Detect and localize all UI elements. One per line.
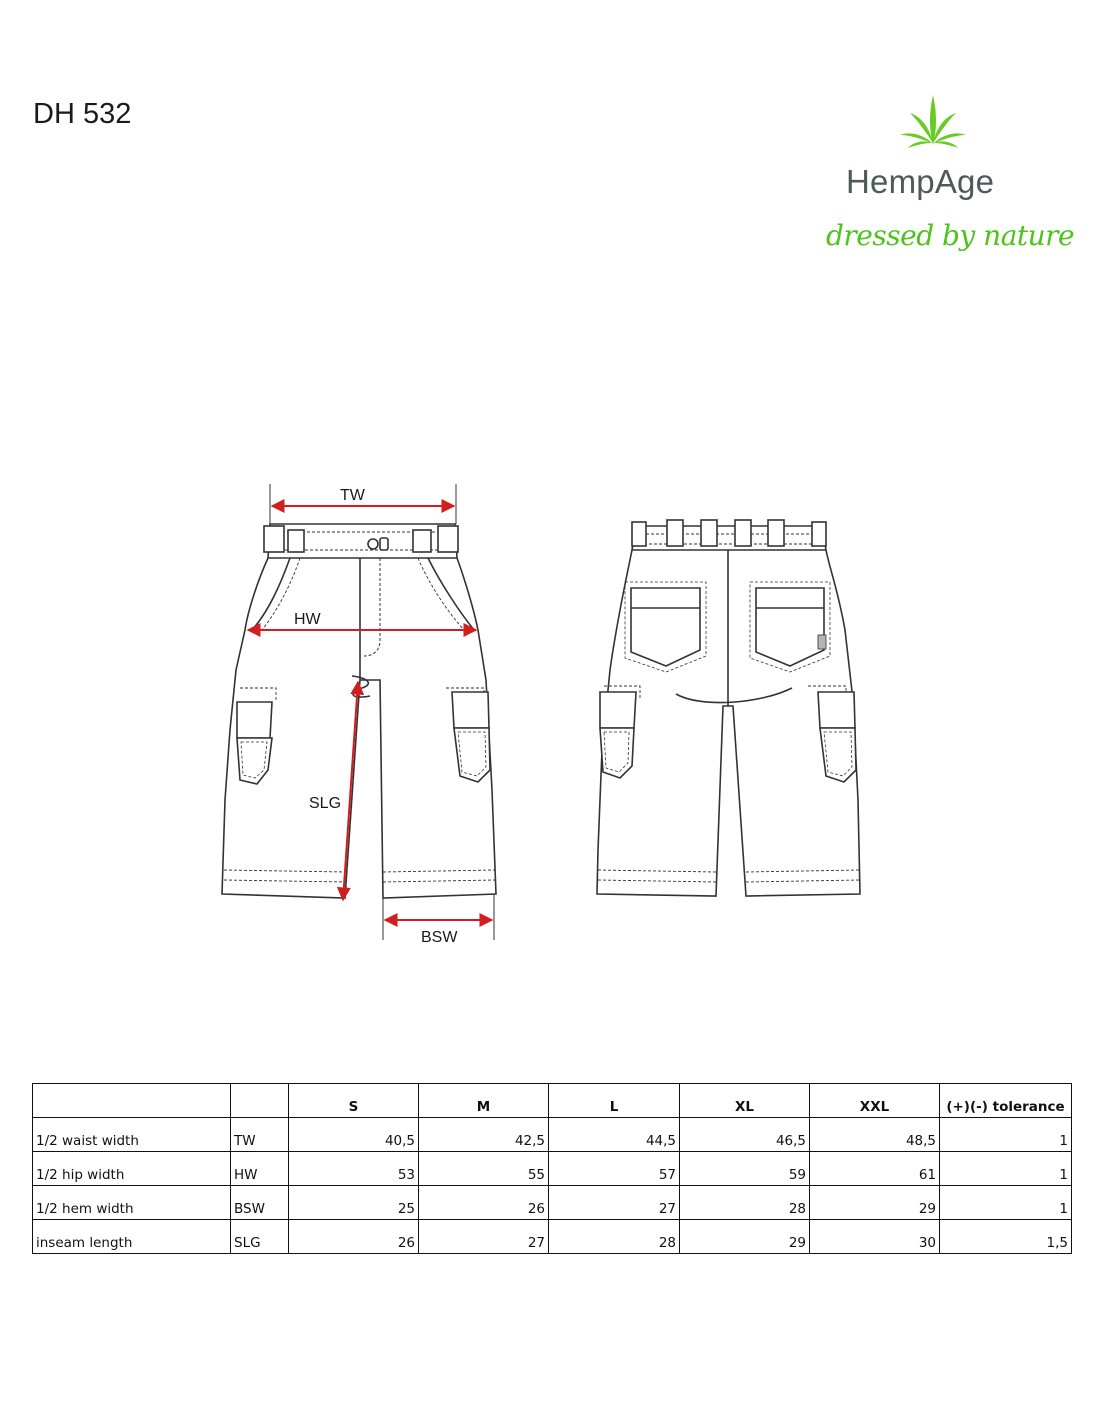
cell-xxl: 29 <box>810 1186 940 1220</box>
row-label: inseam length <box>33 1220 231 1254</box>
cell-m: 42,5 <box>419 1118 549 1152</box>
cell-s: 25 <box>289 1186 419 1220</box>
header-size-xl: XL <box>680 1084 810 1118</box>
header-tolerance: (+)(-) tolerance <box>940 1084 1072 1118</box>
header-size-m: M <box>419 1084 549 1118</box>
cell-tolerance: 1 <box>940 1118 1072 1152</box>
label-slg: SLG <box>309 795 342 812</box>
header-label <box>33 1084 231 1118</box>
hemp-leaf-icon <box>898 93 968 149</box>
header-size-xxl: XXL <box>810 1084 940 1118</box>
cell-xxl: 30 <box>810 1220 940 1254</box>
brand-name: HempAge <box>846 163 995 200</box>
cell-l: 28 <box>549 1220 680 1254</box>
row-label: 1/2 hem width <box>33 1186 231 1220</box>
cell-l: 27 <box>549 1186 680 1220</box>
table-row <box>33 1220 1072 1254</box>
cell-xxl: 61 <box>810 1152 940 1186</box>
table-header-row <box>33 1084 1072 1118</box>
row-code: HW <box>231 1152 289 1186</box>
label-tw: TW <box>340 487 365 504</box>
cell-m: 27 <box>419 1220 549 1254</box>
cell-m: 26 <box>419 1186 549 1220</box>
header-code <box>231 1084 289 1118</box>
cell-tolerance: 1 <box>940 1152 1072 1186</box>
header-size-l: L <box>549 1084 680 1118</box>
header-size-s: S <box>289 1084 419 1118</box>
cell-m: 55 <box>419 1152 549 1186</box>
brand-logo <box>820 85 1075 275</box>
table-row <box>33 1186 1072 1220</box>
size-chart-table <box>32 1083 1072 1254</box>
cell-xl: 28 <box>680 1186 810 1220</box>
cell-tolerance: 1 <box>940 1186 1072 1220</box>
cell-s: 40,5 <box>289 1118 419 1152</box>
row-label: 1/2 hip width <box>33 1152 231 1186</box>
label-hw: HW <box>294 611 321 628</box>
cell-xl: 46,5 <box>680 1118 810 1152</box>
table-row <box>33 1152 1072 1186</box>
cell-xl: 29 <box>680 1220 810 1254</box>
cell-l: 57 <box>549 1152 680 1186</box>
technical-drawing <box>0 470 1100 970</box>
cell-xxl: 48,5 <box>810 1118 940 1152</box>
cell-xl: 59 <box>680 1152 810 1186</box>
row-code: BSW <box>231 1186 289 1220</box>
brand-tagline: dressed by nature <box>826 219 1075 252</box>
slg-arrow <box>343 682 358 900</box>
product-code: DH 532 <box>33 98 132 130</box>
row-code: TW <box>231 1118 289 1152</box>
back-view-shorts <box>597 520 860 896</box>
cell-s: 26 <box>289 1220 419 1254</box>
front-view-shorts <box>222 524 496 898</box>
cell-tolerance: 1,5 <box>940 1220 1072 1254</box>
cell-s: 53 <box>289 1152 419 1186</box>
row-label: 1/2 waist width <box>33 1118 231 1152</box>
row-code: SLG <box>231 1220 289 1254</box>
table-row <box>33 1118 1072 1152</box>
cell-l: 44,5 <box>549 1118 680 1152</box>
label-bsw: BSW <box>421 929 458 946</box>
